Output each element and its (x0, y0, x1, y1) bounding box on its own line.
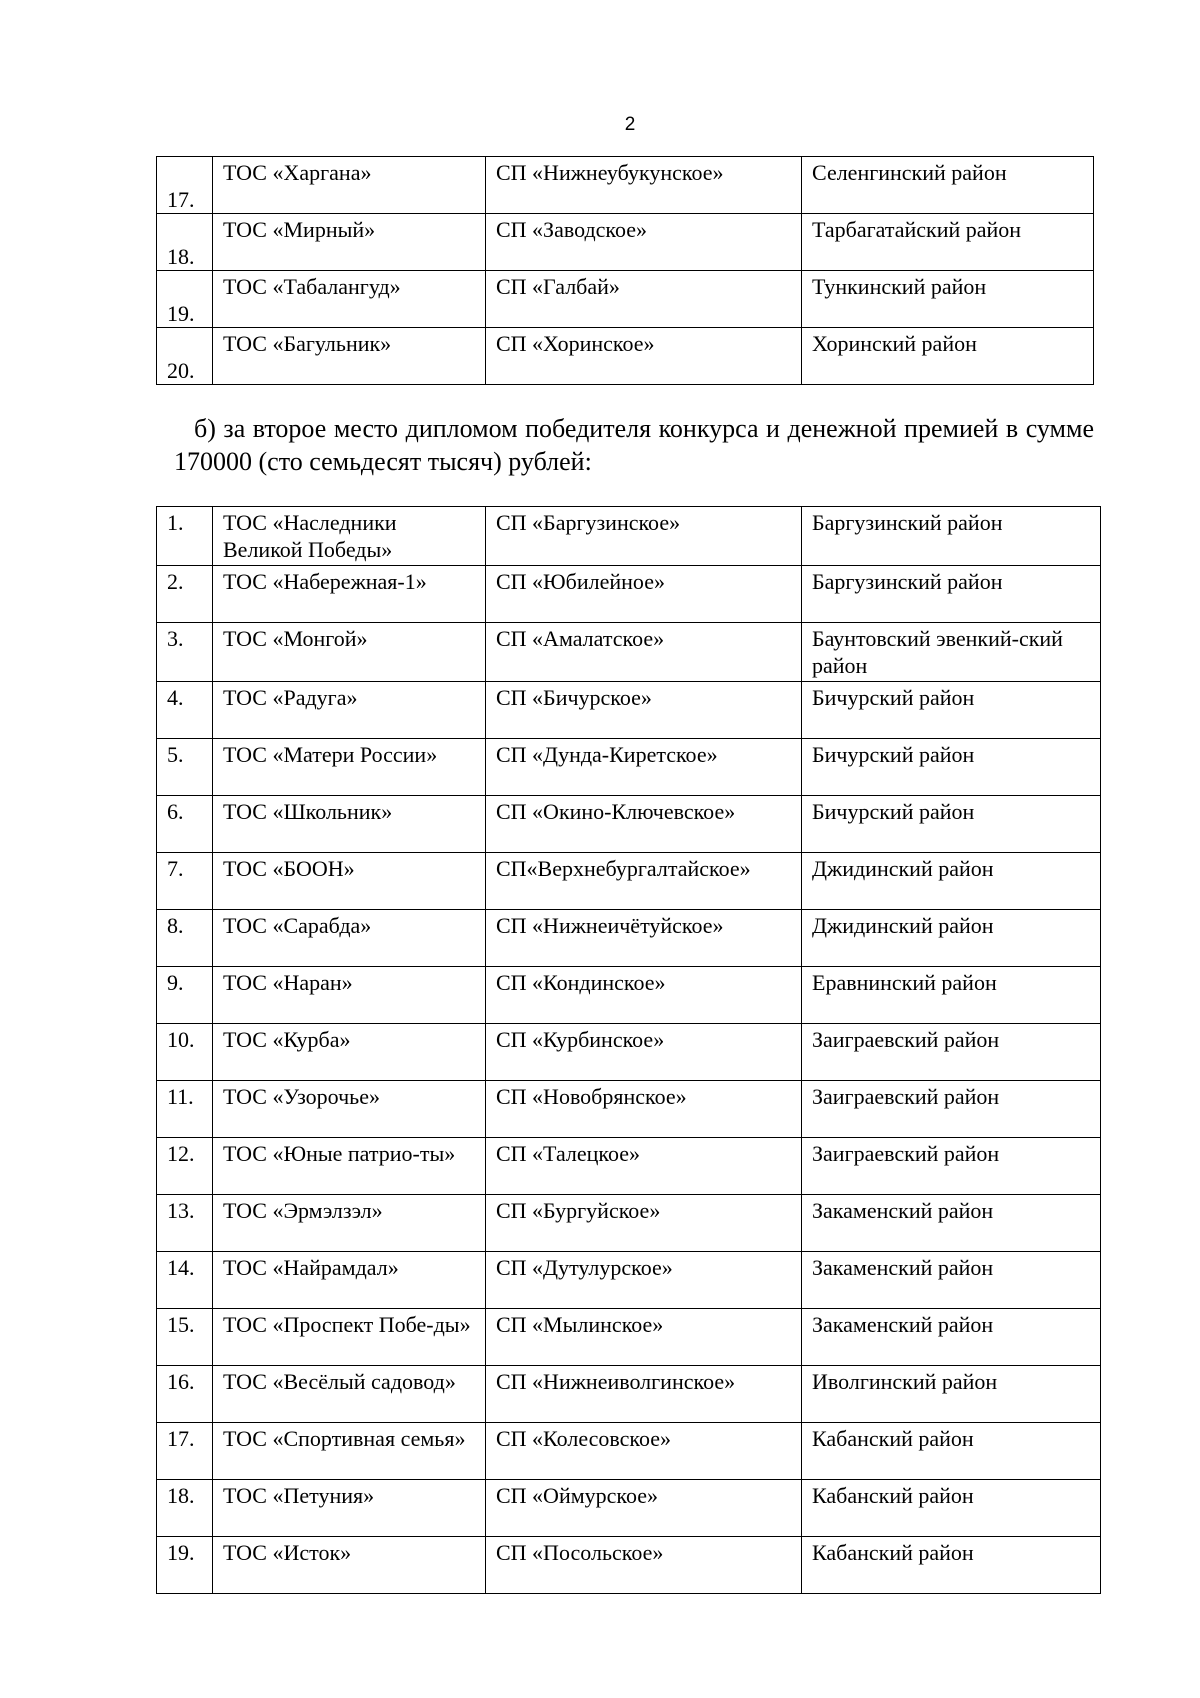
tos-name: ТОС «Набережная-1» (213, 566, 486, 623)
settlement-name: СП «Юбилейное» (486, 566, 802, 623)
table-row (157, 1024, 1101, 1081)
row-number: 3. (157, 623, 213, 682)
table-row (157, 507, 1101, 566)
second-place-paragraph: б) за второе место дипломом победителя конкурса и денежной премией в сумме 170000 (сто семьдесят тысяч) рублей: (174, 414, 1094, 476)
settlement-name: СП «Оймурское» (486, 1480, 802, 1537)
table-row (157, 1309, 1101, 1366)
tos-name: ТОС «Весёлый садовод» (213, 1366, 486, 1423)
tos-name: ТОС «Петуния» (213, 1480, 486, 1537)
district-name: Кабанский район (802, 1423, 1101, 1480)
tos-name: ТОС «Спортивная семья» (213, 1423, 486, 1480)
district-name: Бичурский район (802, 796, 1101, 853)
settlement-name: СП «Талецкое» (486, 1138, 802, 1195)
settlement-name: СП «Колесовское» (486, 1423, 802, 1480)
settlement-name: СП «Курбинское» (486, 1024, 802, 1081)
table-row (157, 271, 1094, 328)
tos-name: ТОС «Исток» (213, 1537, 486, 1594)
tos-name: ТОС «Наследники Великой Победы» (213, 507, 486, 566)
row-number: 9. (157, 967, 213, 1024)
tos-name: ТОС «Курба» (213, 1024, 486, 1081)
table-row (157, 1138, 1101, 1195)
row-number: 7. (157, 853, 213, 910)
district-name: Джидинский район (802, 853, 1101, 910)
tos-name: ТОС «Табалангуд» (213, 271, 486, 328)
table-row (157, 967, 1101, 1024)
settlement-name: СП «Бичурское» (486, 682, 802, 739)
table-row (157, 328, 1094, 385)
tos-name: ТОС «Узорочье» (213, 1081, 486, 1138)
tos-name: ТОС «Багульник» (213, 328, 486, 385)
district-name: Баргузинский район (802, 507, 1101, 566)
row-number: 4. (157, 682, 213, 739)
district-name: Кабанский район (802, 1537, 1101, 1594)
district-name: Селенгинский район (802, 157, 1094, 214)
table-row (157, 1423, 1101, 1480)
district-name: Еравнинский район (802, 967, 1101, 1024)
district-name: Закаменский район (802, 1195, 1101, 1252)
row-number: 15. (157, 1309, 213, 1366)
tos-name: ТОС «Юные патрио-ты» (213, 1138, 486, 1195)
table-row (157, 214, 1094, 271)
settlement-name: СП «Нижнеичётуйское» (486, 910, 802, 967)
settlement-name: СП «Заводское» (486, 214, 802, 271)
tos-name: ТОС «Школьник» (213, 796, 486, 853)
table-row (157, 739, 1101, 796)
district-name: Бичурский район (802, 682, 1101, 739)
district-name: Тункинский район (802, 271, 1094, 328)
settlement-name: СП «Мылинское» (486, 1309, 802, 1366)
tos-name: ТОС «Сарабда» (213, 910, 486, 967)
table-row (157, 796, 1101, 853)
settlement-name: СП «Баргузинское» (486, 507, 802, 566)
settlement-name: СП «Бургуйское» (486, 1195, 802, 1252)
table-row (157, 853, 1101, 910)
district-name: Закаменский район (802, 1252, 1101, 1309)
table-row (157, 1081, 1101, 1138)
district-name: Тарбагатайский район (802, 214, 1094, 271)
row-number: 18. (157, 1480, 213, 1537)
table-row (157, 623, 1101, 682)
settlement-name: СП «Новобрянское» (486, 1081, 802, 1138)
settlement-name: СП «Нижнеубукунское» (486, 157, 802, 214)
settlement-name: СП «Хоринское» (486, 328, 802, 385)
settlement-name: СП «Окино-Ключевское» (486, 796, 802, 853)
tos-name: ТОС «Радуга» (213, 682, 486, 739)
tos-name: ТОС «Монгой» (213, 623, 486, 682)
table-row (157, 910, 1101, 967)
page-number: 2 (624, 114, 636, 135)
table-row (157, 1252, 1101, 1309)
tos-name: ТОС «Мирный» (213, 214, 486, 271)
row-number: 18. (157, 214, 213, 271)
table-row (157, 1537, 1101, 1594)
row-number: 20. (157, 328, 213, 385)
row-number: 17. (157, 157, 213, 214)
district-name: Заиграевский район (802, 1138, 1101, 1195)
district-name: Бичурский район (802, 739, 1101, 796)
district-name: Джидинский район (802, 910, 1101, 967)
settlement-name: СП «Посольское» (486, 1537, 802, 1594)
row-number: 16. (157, 1366, 213, 1423)
row-number: 2. (157, 566, 213, 623)
table-row (157, 1195, 1101, 1252)
settlement-name: СП «Амалатское» (486, 623, 802, 682)
district-name: Баргузинский район (802, 566, 1101, 623)
district-name: Закаменский район (802, 1309, 1101, 1366)
row-number: 19. (157, 1537, 213, 1594)
row-number: 11. (157, 1081, 213, 1138)
table-row (157, 1480, 1101, 1537)
district-name: Кабанский район (802, 1480, 1101, 1537)
settlement-name: СП «Нижнеиволгинское» (486, 1366, 802, 1423)
row-number: 19. (157, 271, 213, 328)
settlement-name: СП «Кондинское» (486, 967, 802, 1024)
table-row (157, 1366, 1101, 1423)
tos-name: ТОС «БООН» (213, 853, 486, 910)
settlement-name: СП«Верхнебургалтайское» (486, 853, 802, 910)
district-name: Иволгинский район (802, 1366, 1101, 1423)
settlement-name: СП «Дутулурское» (486, 1252, 802, 1309)
row-number: 5. (157, 739, 213, 796)
row-number: 6. (157, 796, 213, 853)
second-place-table (156, 506, 1101, 1594)
table-row (157, 682, 1101, 739)
tos-name: ТОС «Проспект Побе-ды» (213, 1309, 486, 1366)
row-number: 12. (157, 1138, 213, 1195)
tos-name: ТОС «Найрамдал» (213, 1252, 486, 1309)
row-number: 13. (157, 1195, 213, 1252)
row-number: 1. (157, 507, 213, 566)
row-number: 10. (157, 1024, 213, 1081)
settlement-name: СП «Галбай» (486, 271, 802, 328)
row-number: 14. (157, 1252, 213, 1309)
table-row (157, 566, 1101, 623)
district-name: Баунтовский эвенкий-ский район (802, 623, 1101, 682)
tos-name: ТОС «Наран» (213, 967, 486, 1024)
winners-table-continued (156, 156, 1094, 385)
row-number: 17. (157, 1423, 213, 1480)
settlement-name: СП «Дунда-Киретское» (486, 739, 802, 796)
district-name: Заиграевский район (802, 1081, 1101, 1138)
district-name: Хоринский район (802, 328, 1094, 385)
tos-name: ТОС «Матери России» (213, 739, 486, 796)
district-name: Заиграевский район (802, 1024, 1101, 1081)
tos-name: ТОС «Эрмэлзэл» (213, 1195, 486, 1252)
tos-name: ТОС «Харгана» (213, 157, 486, 214)
table-row (157, 157, 1094, 214)
row-number: 8. (157, 910, 213, 967)
